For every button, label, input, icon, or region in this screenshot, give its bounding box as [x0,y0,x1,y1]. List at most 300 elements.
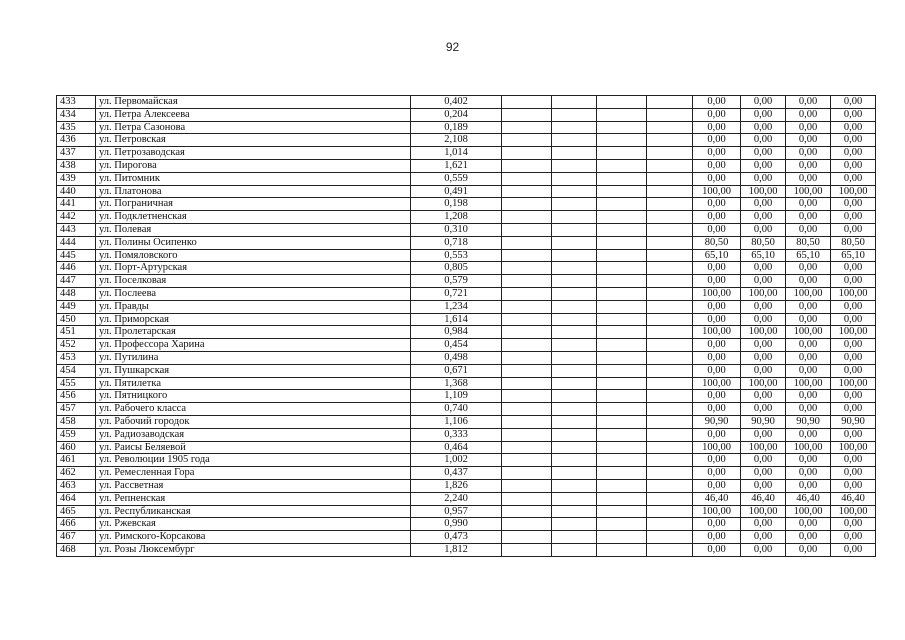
street-length: 0,990 [411,518,502,531]
empty-cell [502,403,552,416]
empty-cell [597,236,647,249]
empty-cell [552,351,597,364]
percent-value: 100,00 [831,505,876,518]
percent-value: 0,00 [693,313,741,326]
percent-value: 0,00 [693,121,741,134]
empty-cell [552,121,597,134]
table-row [57,479,876,492]
row-number: 466 [57,518,96,531]
street-length: 1,826 [411,479,502,492]
empty-cell [647,300,693,313]
table-row [57,454,876,467]
empty-cell [647,223,693,236]
street-name: ул. Помяловского [96,249,411,262]
street-name: ул. Полевая [96,223,411,236]
percent-value: 0,00 [693,275,741,288]
percent-value: 0,00 [786,223,831,236]
percent-value: 0,00 [786,339,831,352]
empty-cell [502,147,552,160]
table-row [57,300,876,313]
empty-cell [502,159,552,172]
percent-value: 0,00 [831,454,876,467]
percent-value: 100,00 [831,326,876,339]
percent-value: 0,00 [693,364,741,377]
empty-cell [597,287,647,300]
street-name: ул. Репненская [96,492,411,505]
street-length: 0,333 [411,428,502,441]
percent-value: 0,00 [831,211,876,224]
street-length: 0,402 [411,96,502,109]
percent-value: 0,00 [786,531,831,544]
empty-cell [597,364,647,377]
empty-cell [552,198,597,211]
empty-cell [597,159,647,172]
percent-value: 0,00 [786,543,831,556]
empty-cell [647,351,693,364]
row-number: 452 [57,339,96,352]
percent-value: 0,00 [786,428,831,441]
percent-value: 0,00 [786,134,831,147]
table-row [57,313,876,326]
street-length: 1,002 [411,454,502,467]
table-row [57,415,876,428]
street-length: 0,671 [411,364,502,377]
row-number: 463 [57,479,96,492]
table-row [57,211,876,224]
table-row [57,543,876,556]
empty-cell [502,479,552,492]
empty-cell [502,518,552,531]
empty-cell [552,313,597,326]
empty-cell [552,262,597,275]
empty-cell [502,236,552,249]
row-number: 441 [57,198,96,211]
percent-value: 0,00 [741,134,786,147]
empty-cell [597,415,647,428]
percent-value: 0,00 [831,275,876,288]
percent-value: 0,00 [786,121,831,134]
empty-cell [647,377,693,390]
empty-cell [552,96,597,109]
table-row [57,364,876,377]
percent-value: 46,40 [786,492,831,505]
percent-value: 0,00 [831,172,876,185]
table-row [57,172,876,185]
empty-cell [597,147,647,160]
row-number: 435 [57,121,96,134]
empty-cell [552,185,597,198]
empty-cell [597,172,647,185]
empty-cell [647,172,693,185]
percent-value: 0,00 [741,543,786,556]
empty-cell [597,467,647,480]
percent-value: 0,00 [693,134,741,147]
table-row [57,249,876,262]
empty-cell [502,121,552,134]
percent-value: 0,00 [741,147,786,160]
row-number: 442 [57,211,96,224]
percent-value: 0,00 [786,147,831,160]
percent-value: 0,00 [831,262,876,275]
row-number: 444 [57,236,96,249]
percent-value: 80,50 [786,236,831,249]
street-name: ул. Рассветная [96,479,411,492]
table-row [57,428,876,441]
row-number: 468 [57,543,96,556]
row-number: 459 [57,428,96,441]
street-length: 1,812 [411,543,502,556]
empty-cell [502,339,552,352]
empty-cell [502,211,552,224]
table-row [57,339,876,352]
percent-value: 46,40 [693,492,741,505]
street-length: 0,454 [411,339,502,352]
empty-cell [647,159,693,172]
empty-cell [502,134,552,147]
street-name: ул. Республиканская [96,505,411,518]
empty-cell [552,223,597,236]
empty-cell [597,441,647,454]
percent-value: 0,00 [786,172,831,185]
percent-value: 0,00 [741,364,786,377]
percent-value: 100,00 [831,377,876,390]
empty-cell [647,326,693,339]
empty-cell [552,236,597,249]
percent-value: 0,00 [831,390,876,403]
street-name: ул. Правды [96,300,411,313]
street-name: ул. Питомник [96,172,411,185]
row-number: 436 [57,134,96,147]
empty-cell [597,96,647,109]
row-number: 443 [57,223,96,236]
empty-cell [502,262,552,275]
empty-cell [552,108,597,121]
table-row [57,96,876,109]
percent-value: 0,00 [693,147,741,160]
street-name: ул. Полины Осипенко [96,236,411,249]
percent-value: 0,00 [693,108,741,121]
street-length: 0,464 [411,441,502,454]
empty-cell [647,249,693,262]
empty-cell [647,479,693,492]
percent-value: 0,00 [786,351,831,364]
empty-cell [552,159,597,172]
empty-cell [597,313,647,326]
street-name: ул. Первомайская [96,96,411,109]
empty-cell [502,543,552,556]
street-length: 0,189 [411,121,502,134]
street-name: ул. Путилина [96,351,411,364]
row-number: 433 [57,96,96,109]
street-name: ул. Ремесленная Гора [96,467,411,480]
empty-cell [552,454,597,467]
table-row [57,403,876,416]
empty-cell [597,479,647,492]
street-length: 0,957 [411,505,502,518]
percent-value: 100,00 [741,287,786,300]
percent-value: 0,00 [741,108,786,121]
empty-cell [597,108,647,121]
empty-cell [502,326,552,339]
street-name: ул. Розы Люксембург [96,543,411,556]
percent-value: 100,00 [693,505,741,518]
empty-cell [647,505,693,518]
table-row [57,390,876,403]
table-row [57,236,876,249]
row-number: 456 [57,390,96,403]
table-row [57,518,876,531]
percent-value: 0,00 [693,531,741,544]
table-row [57,492,876,505]
row-number: 448 [57,287,96,300]
street-length: 1,014 [411,147,502,160]
empty-cell [502,505,552,518]
percent-value: 0,00 [786,479,831,492]
percent-value: 0,00 [693,390,741,403]
percent-value: 0,00 [741,223,786,236]
street-length: 0,805 [411,262,502,275]
street-length: 2,108 [411,134,502,147]
percent-value: 0,00 [831,134,876,147]
empty-cell [597,262,647,275]
row-number: 440 [57,185,96,198]
street-length: 0,579 [411,275,502,288]
percent-value: 0,00 [831,518,876,531]
page-number: 92 [445,40,460,54]
row-number: 453 [57,351,96,364]
table-row [57,134,876,147]
street-name: ул. Порт-Артурская [96,262,411,275]
percent-value: 0,00 [831,96,876,109]
percent-value: 0,00 [693,211,741,224]
empty-cell [502,275,552,288]
percent-value: 0,00 [693,159,741,172]
percent-value: 100,00 [741,326,786,339]
street-length: 1,368 [411,377,502,390]
empty-cell [552,364,597,377]
street-name: ул. Платонова [96,185,411,198]
percent-value: 0,00 [693,351,741,364]
empty-cell [502,287,552,300]
empty-cell [597,492,647,505]
empty-cell [502,223,552,236]
percent-value: 46,40 [741,492,786,505]
empty-cell [647,313,693,326]
empty-cell [647,198,693,211]
street-length: 0,559 [411,172,502,185]
percent-value: 0,00 [741,479,786,492]
row-number: 446 [57,262,96,275]
street-register-table [56,95,876,557]
empty-cell [552,326,597,339]
percent-value: 100,00 [693,377,741,390]
empty-cell [552,249,597,262]
percent-value: 0,00 [741,121,786,134]
percent-value: 0,00 [831,479,876,492]
empty-cell [552,479,597,492]
empty-cell [502,467,552,480]
empty-cell [502,415,552,428]
percent-value: 0,00 [741,262,786,275]
street-name: ул. Подклетненская [96,211,411,224]
table-row [57,262,876,275]
percent-value: 100,00 [786,287,831,300]
table-row [57,147,876,160]
percent-value: 0,00 [786,467,831,480]
percent-value: 0,00 [693,223,741,236]
percent-value: 0,00 [831,364,876,377]
empty-cell [647,96,693,109]
row-number: 434 [57,108,96,121]
street-length: 0,204 [411,108,502,121]
percent-value: 0,00 [741,467,786,480]
percent-value: 0,00 [831,223,876,236]
empty-cell [552,403,597,416]
street-length: 1,106 [411,415,502,428]
percent-value: 0,00 [831,428,876,441]
percent-value: 100,00 [693,326,741,339]
empty-cell [502,531,552,544]
row-number: 437 [57,147,96,160]
percent-value: 0,00 [831,300,876,313]
percent-value: 65,10 [786,249,831,262]
empty-cell [552,134,597,147]
street-length: 0,984 [411,326,502,339]
empty-cell [552,518,597,531]
percent-value: 100,00 [831,185,876,198]
percent-value: 65,10 [741,249,786,262]
percent-value: 0,00 [831,159,876,172]
row-number: 438 [57,159,96,172]
row-number: 445 [57,249,96,262]
empty-cell [552,428,597,441]
street-name: ул. Пятилетка [96,377,411,390]
row-number: 450 [57,313,96,326]
empty-cell [502,108,552,121]
percent-value: 0,00 [693,479,741,492]
street-name: ул. Профессора Харина [96,339,411,352]
percent-value: 0,00 [786,211,831,224]
percent-value: 100,00 [786,185,831,198]
empty-cell [502,441,552,454]
empty-cell [552,441,597,454]
percent-value: 0,00 [693,339,741,352]
percent-value: 0,00 [741,159,786,172]
empty-cell [597,454,647,467]
empty-cell [597,211,647,224]
empty-cell [552,377,597,390]
street-name: ул. Петра Сазонова [96,121,411,134]
street-name: ул. Петрозаводская [96,147,411,160]
row-number: 447 [57,275,96,288]
street-length: 0,437 [411,467,502,480]
street-name: ул. Пирогова [96,159,411,172]
percent-value: 0,00 [693,428,741,441]
street-name: ул. Петра Алексеева [96,108,411,121]
empty-cell [597,428,647,441]
empty-cell [647,428,693,441]
street-name: ул. Пограничная [96,198,411,211]
empty-cell [597,339,647,352]
empty-cell [552,339,597,352]
street-name: ул. Приморская [96,313,411,326]
percent-value: 0,00 [831,531,876,544]
percent-value: 100,00 [831,441,876,454]
row-number: 464 [57,492,96,505]
table-row [57,377,876,390]
percent-value: 100,00 [831,287,876,300]
percent-value: 0,00 [741,198,786,211]
percent-value: 0,00 [741,403,786,416]
street-length: 0,740 [411,403,502,416]
empty-cell [597,351,647,364]
percent-value: 100,00 [741,441,786,454]
percent-value: 0,00 [693,198,741,211]
percent-value: 90,90 [741,415,786,428]
street-name: ул. Радиозаводская [96,428,411,441]
percent-value: 0,00 [831,198,876,211]
empty-cell [597,300,647,313]
empty-cell [647,339,693,352]
percent-value: 80,50 [693,236,741,249]
percent-value: 0,00 [831,403,876,416]
percent-value: 0,00 [831,339,876,352]
percent-value: 0,00 [831,313,876,326]
percent-value: 0,00 [786,313,831,326]
street-length: 1,208 [411,211,502,224]
empty-cell [647,441,693,454]
empty-cell [502,172,552,185]
empty-cell [502,96,552,109]
table-row [57,121,876,134]
percent-value: 0,00 [786,275,831,288]
row-number: 461 [57,454,96,467]
row-number: 455 [57,377,96,390]
empty-cell [552,492,597,505]
percent-value: 100,00 [741,505,786,518]
empty-cell [502,185,552,198]
percent-value: 0,00 [741,172,786,185]
percent-value: 0,00 [786,403,831,416]
percent-value: 0,00 [786,96,831,109]
percent-value: 0,00 [786,198,831,211]
empty-cell [502,198,552,211]
percent-value: 0,00 [741,531,786,544]
table-row [57,223,876,236]
empty-cell [647,262,693,275]
street-length: 0,718 [411,236,502,249]
empty-cell [552,415,597,428]
table-row [57,185,876,198]
street-length: 0,310 [411,223,502,236]
percent-value: 0,00 [693,172,741,185]
empty-cell [597,249,647,262]
percent-value: 90,90 [831,415,876,428]
empty-cell [597,121,647,134]
street-length: 0,198 [411,198,502,211]
percent-value: 0,00 [693,300,741,313]
empty-cell [597,377,647,390]
street-length: 0,498 [411,351,502,364]
empty-cell [647,185,693,198]
percent-value: 90,90 [693,415,741,428]
table-row [57,441,876,454]
percent-value: 0,00 [831,543,876,556]
empty-cell [647,492,693,505]
empty-cell [502,454,552,467]
empty-cell [502,313,552,326]
street-name: ул. Послеева [96,287,411,300]
